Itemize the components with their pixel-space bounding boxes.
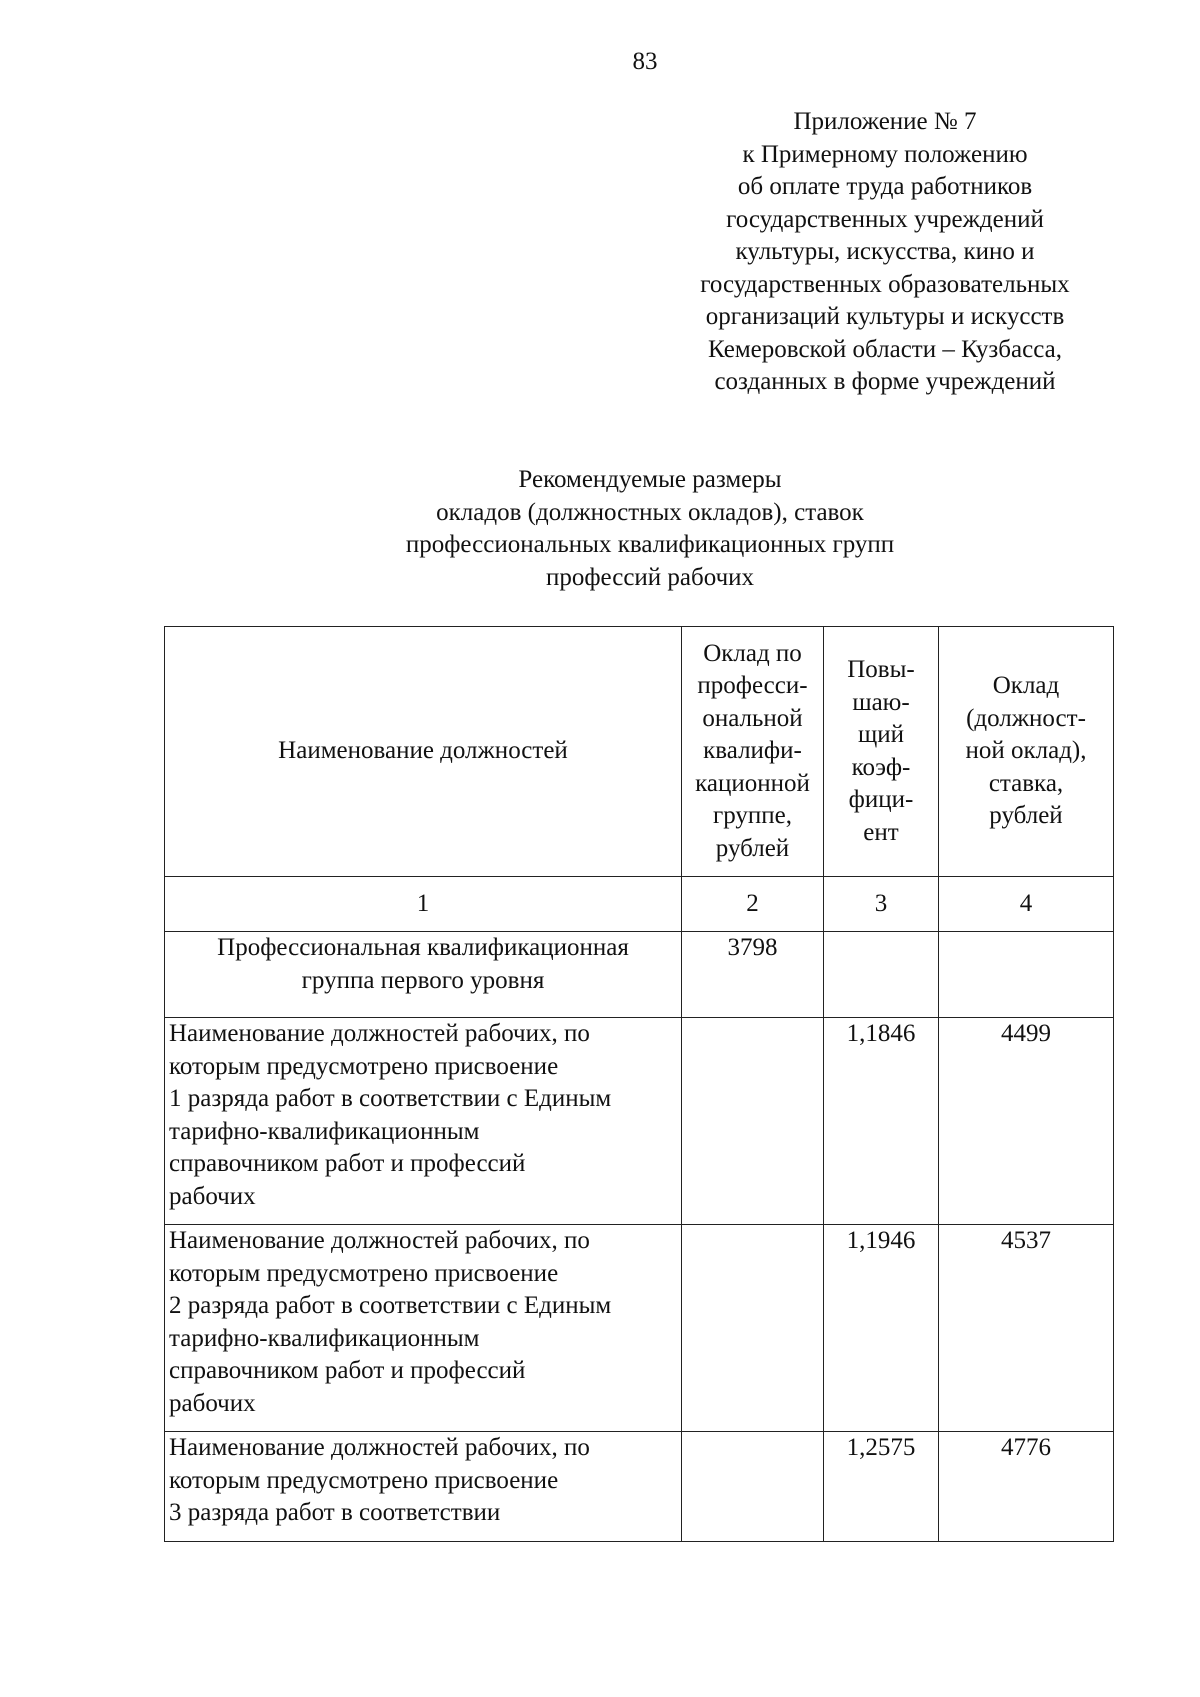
- position-line: которым предусмотрено присвоение: [169, 1259, 559, 1287]
- header-line: Повы-: [847, 656, 915, 683]
- position-line: рабочих: [169, 1389, 256, 1417]
- appendix-line: созданных в форме учреждений: [714, 368, 1056, 395]
- empty-cell: [682, 1018, 824, 1225]
- header-line: группе,: [712, 802, 793, 830]
- position-name: [165, 1225, 682, 1432]
- empty-cell: [682, 1432, 824, 1542]
- coefficient-value: 1,2575: [824, 1432, 939, 1542]
- position-line: рабочих: [169, 1182, 256, 1210]
- rate-value: 4776: [939, 1432, 1114, 1542]
- header-line: щий: [857, 721, 904, 748]
- table-header-row: [165, 627, 1114, 877]
- appendix-line: культуры, искусства, кино и: [735, 238, 1035, 265]
- group-name-line: Профессиональная квалификационная: [217, 934, 629, 961]
- position-line: справочником работ и профессий: [169, 1357, 526, 1384]
- header-line: рублей: [989, 802, 1063, 830]
- position-line: Наименование должностей рабочих, по: [169, 1227, 590, 1254]
- position-line: которым предусмотрено присвоение: [169, 1466, 559, 1494]
- group-row: [165, 932, 1114, 1018]
- rate-value: 4499: [939, 1018, 1114, 1225]
- salary-table: [164, 626, 1114, 1542]
- group-name-line: группа первого уровня: [301, 966, 545, 994]
- position-line: тарифно-квалификационным: [169, 1117, 480, 1145]
- header-line: Оклад по: [703, 639, 802, 667]
- column-number: 3: [824, 877, 939, 932]
- header-line: рублей: [715, 834, 790, 862]
- column-number-row: [165, 877, 1114, 932]
- header-line: ной оклад),: [965, 737, 1087, 765]
- column-number: 4: [939, 877, 1114, 932]
- header-line: ональной: [702, 704, 803, 732]
- column-number: 2: [682, 877, 824, 932]
- appendix-header: [660, 106, 1110, 399]
- table-row: [165, 1225, 1114, 1432]
- group-salary: 3798: [682, 932, 824, 1018]
- header-group-salary: [682, 627, 824, 877]
- empty-cell: [682, 1225, 824, 1432]
- empty-cell: [939, 932, 1114, 1018]
- header-line: ент: [863, 818, 899, 846]
- header-line: (должност-: [966, 704, 1086, 732]
- position-line: 3 разряда работ в соответствии: [169, 1499, 501, 1526]
- appendix-line: государственных образовательных: [700, 270, 1070, 298]
- header-line: шаю-: [852, 688, 910, 716]
- appendix-line: государственных учреждений: [726, 205, 1044, 233]
- header-line: коэф-: [851, 753, 911, 781]
- header-position-name: [165, 627, 682, 877]
- position-line: которым предусмотрено присвоение: [169, 1052, 559, 1080]
- position-line: Наименование должностей рабочих, по: [169, 1020, 590, 1047]
- coefficient-value: 1,1946: [824, 1225, 939, 1432]
- appendix-line: организаций культуры и искусств: [705, 303, 1065, 330]
- header-line: ставка,: [988, 769, 1064, 797]
- header-line: Оклад: [992, 672, 1060, 700]
- column-number: 1: [165, 877, 682, 932]
- table-row: [165, 1018, 1114, 1225]
- position-line: тарифно-квалификационным: [169, 1324, 480, 1352]
- position-line: Наименование должностей рабочих, по: [169, 1434, 590, 1461]
- title-line: профессий рабочих: [545, 563, 755, 591]
- header-line: квалифи-: [703, 737, 802, 765]
- group-name: [165, 932, 682, 1018]
- coefficient-value: 1,1846: [824, 1018, 939, 1225]
- appendix-line: Кемеровской области – Кузбасса,: [708, 335, 1062, 363]
- position-name: [165, 1018, 682, 1225]
- page-number: 83: [632, 48, 658, 75]
- position-line: справочником работ и профессий: [169, 1150, 526, 1177]
- title-line: окладов (должностных окладов), ставок: [436, 498, 864, 526]
- title-line: профессиональных квалификационных групп: [405, 531, 895, 558]
- rate-value: 4537: [939, 1225, 1114, 1432]
- position-name: [165, 1432, 682, 1542]
- appendix-line: об оплате труда работников: [737, 173, 1033, 200]
- position-line: 1 разряда работ в соответствии с Единым: [169, 1085, 612, 1112]
- empty-cell: [824, 932, 939, 1018]
- appendix-line: к Примерному положению: [742, 140, 1028, 168]
- position-line: 2 разряда работ в соответствии с Единым: [169, 1292, 612, 1319]
- table-row: [165, 1432, 1114, 1542]
- appendix-line: Приложение № 7: [793, 108, 977, 135]
- document-title: [250, 464, 1050, 594]
- header-line: кационной: [695, 769, 810, 797]
- header-line: Наименование должностей: [278, 737, 568, 765]
- header-line: професси-: [697, 672, 808, 700]
- header-rate: [939, 627, 1114, 877]
- header-coefficient: [824, 627, 939, 877]
- title-line: Рекомендуемые размеры: [518, 466, 782, 493]
- header-line: фици-: [848, 786, 914, 813]
